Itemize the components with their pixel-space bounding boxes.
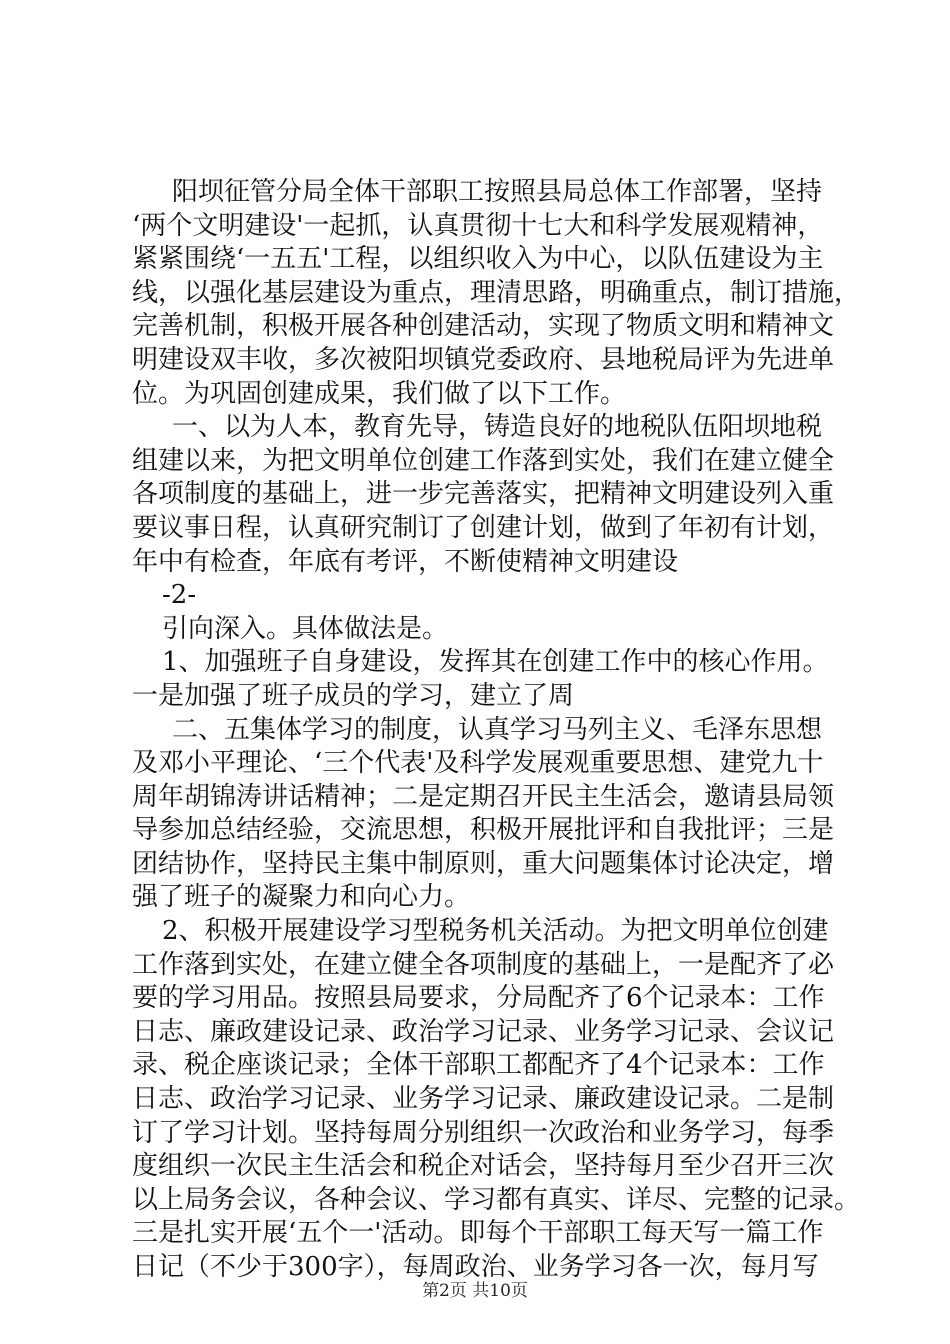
paragraph-line: 一是加强了班子成员的学习，建立了周: [132, 680, 575, 711]
paragraph-line: 位。为巩固创建成果，我们做了以下工作。: [132, 378, 627, 409]
paragraph-line: 日志、廉政建设记录、政治学习记录、业务学习记录、会议记: [132, 1016, 835, 1047]
paragraph-line: 年中有检查，年底有考评，不断使精神文明建设: [132, 546, 679, 577]
paragraph-line: 强了班子的凝聚力和向心力。: [132, 882, 471, 913]
paragraph-line: 要的学习用品。按照县局要求，分局配齐了6个记录本：工作: [132, 983, 825, 1014]
paragraph-line: 组建以来，为把文明单位创建工作落到实处，我们在建立健全: [132, 445, 835, 476]
body-text: [132, 176, 861, 1285]
paragraph-line: 要议事日程，认真研究制订了创建计划，做到了年初有计划，: [132, 512, 835, 543]
paragraph-line: ‘两个文明建设'一起抓，认真贯彻十七大和科学发展观精神，: [132, 210, 824, 241]
paragraph-line: 日记（不少于300字），每周政治、业务学习各一次，每月写: [132, 1252, 819, 1282]
paragraph-line: 二、五集体学习的制度，认真学习马列主义、毛泽东思想: [172, 714, 823, 745]
paragraph-line: 线，以强化基层建设为重点，理清思路，明确重点，制订措施，: [132, 277, 861, 308]
paragraph-line: 工作落到实处，在建立健全各项制度的基础上，一是配齐了必: [132, 949, 835, 980]
paragraph-line: 三是扎实开展‘五个一'活动。即每个干部职工每天写一篇工作: [132, 1218, 824, 1249]
paragraph-line: 日志、政治学习记录、业务学习记录、廉政建设记录。二是制: [132, 1084, 835, 1115]
paragraph-line: 周年胡锦涛讲话精神；二是定期召开民主生活会，邀请县局领: [132, 781, 835, 812]
paragraph-line: 阳坝征管分局全体干部职工按照县局总体工作部署，坚持: [172, 177, 823, 207]
paragraph-line: 导参加总结经验，交流思想，积极开展批评和自我批评；三是: [132, 815, 835, 846]
paragraph-line: 及邓小平理论、‘三个代表'及科学发展观重要思想、建党九十: [132, 748, 824, 779]
paragraph-line: 订了学习计划。坚持每周分别组织一次政治和业务学习，每季: [132, 1117, 835, 1148]
page-number-inline: -2-: [162, 580, 197, 611]
paragraph-line: 2、积极开展建设学习型税务机关活动。为把文明单位创建: [162, 916, 829, 947]
paragraph-line: 紧紧围绕‘一五五'工程，以组织收入为中心，以队伍建设为主: [132, 244, 824, 275]
paragraph-line: 一、以为人本，教育先导，铸造良好的地税队伍阳坝地税: [172, 412, 823, 443]
paragraph-line: 引向深入。具体做法是。: [162, 613, 449, 644]
paragraph-line: 以上局务会议，各种会议、学习都有真实、详尽、完整的记录。: [132, 1184, 861, 1215]
paragraph-line: 1、加强班子自身建设，发挥其在创建工作中的核心作用。: [162, 647, 829, 678]
paragraph-line: 完善机制，积极开展各种创建活动，实现了物质文明和精神文: [132, 311, 835, 342]
page-footer: 第2页 共10页: [422, 1281, 528, 1301]
paragraph-line: 明建设双丰收，多次被阳坝镇党委政府、县地税局评为先进单: [132, 344, 835, 375]
paragraph-line: 团结协作，坚持民主集中制原则，重大问题集体讨论决定，增: [132, 848, 835, 879]
paragraph-line: 录、税企座谈记录；全体干部职工都配齐了4个记录本：工作: [132, 1050, 825, 1081]
paragraph-line: 各项制度的基础上，进一步完善落实，把精神文明建设列入重: [132, 479, 835, 510]
paragraph-line: 度组织一次民主生活会和税企对话会，坚持每月至少召开三次: [132, 1151, 835, 1182]
